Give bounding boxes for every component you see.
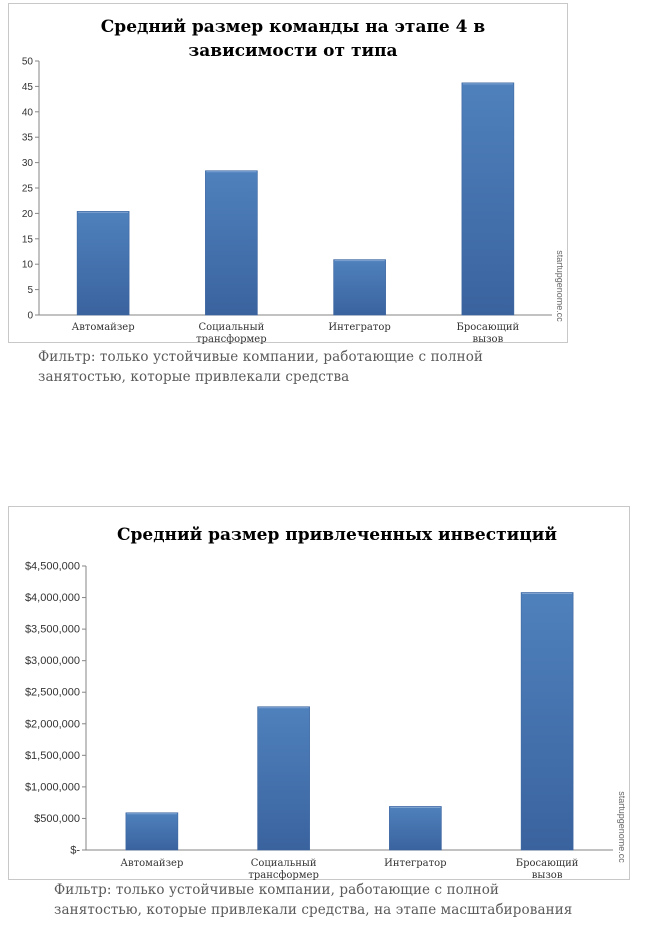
bar — [334, 260, 386, 315]
y-tick-label: $500,000 — [34, 812, 80, 825]
bar — [258, 707, 310, 850]
y-tick-label: $2,500,000 — [24, 686, 80, 699]
chart-title-line: Средний размер команды на этапе 4 в — [100, 17, 486, 37]
bar — [77, 211, 129, 315]
x-category-label: трансформер — [196, 334, 267, 345]
y-tick-label: 5 — [27, 285, 33, 297]
x-category-label: Бросающий — [515, 858, 579, 869]
x-category-label: Интегратор — [384, 858, 447, 869]
y-tick-label: $- — [70, 844, 80, 857]
chart-investment-caption — [54, 880, 644, 920]
caption-line: Фильтр: только устойчивые компании, работающие с полной — [54, 882, 500, 898]
x-category-label: Интегратор — [328, 322, 391, 333]
bar — [389, 806, 441, 850]
y-tick-label: 45 — [21, 81, 33, 93]
y-tick-label: 35 — [21, 132, 33, 144]
x-category-label: трансформер — [248, 870, 319, 881]
y-tick-label: 50 — [21, 56, 33, 68]
x-category-label: Бросающий — [456, 322, 520, 333]
x-category-label: вызов — [531, 870, 563, 881]
x-category-label: Автомайзер — [120, 858, 184, 869]
y-tick-label: $4,000,000 — [24, 592, 80, 605]
chart-title-line: Средний размер привлеченных инвестиций — [116, 525, 558, 545]
y-tick-label: 25 — [21, 183, 33, 195]
caption-line: занятостью, которые привлекали средства, на этапе масштабирования — [54, 902, 573, 918]
y-tick-label: $1,500,000 — [24, 749, 80, 762]
y-tick-label: $3,500,000 — [24, 623, 80, 636]
y-tick-label: $4,500,000 — [24, 560, 80, 573]
x-category-label: вызов — [472, 334, 504, 345]
y-tick-label: $1,000,000 — [24, 781, 80, 794]
y-tick-label: 0 — [27, 310, 33, 322]
bar — [521, 593, 573, 850]
chart-title-line: зависимости от типа — [188, 41, 398, 61]
chart-team-size-caption — [38, 347, 578, 387]
x-category-label: Социальный — [198, 322, 265, 333]
y-tick-label: $2,000,000 — [24, 718, 80, 731]
y-tick-label: $3,000,000 — [24, 655, 80, 668]
y-tick-label: 40 — [21, 107, 33, 119]
bar — [126, 813, 178, 850]
chart-investment — [9, 507, 631, 881]
watermark-text: startupgenome.cc — [555, 250, 565, 322]
chart-investment-panel — [8, 506, 630, 880]
caption-line: Фильтр: только устойчивые компании, работающие с полной — [38, 349, 484, 365]
watermark-text: startupgenome.cc — [617, 791, 627, 863]
x-category-label: Социальный — [250, 858, 317, 869]
y-tick-label: 30 — [21, 158, 33, 170]
chart-team-size-panel — [8, 3, 568, 343]
bar — [462, 83, 514, 315]
caption-line: занятостью, которые привлекали средства — [38, 369, 350, 385]
y-tick-label: 20 — [21, 208, 33, 220]
y-tick-label: 15 — [21, 234, 33, 246]
y-tick-label: 10 — [21, 259, 33, 271]
x-category-label: Автомайзер — [71, 322, 135, 333]
bar — [205, 171, 257, 315]
chart-team-size — [9, 4, 569, 344]
